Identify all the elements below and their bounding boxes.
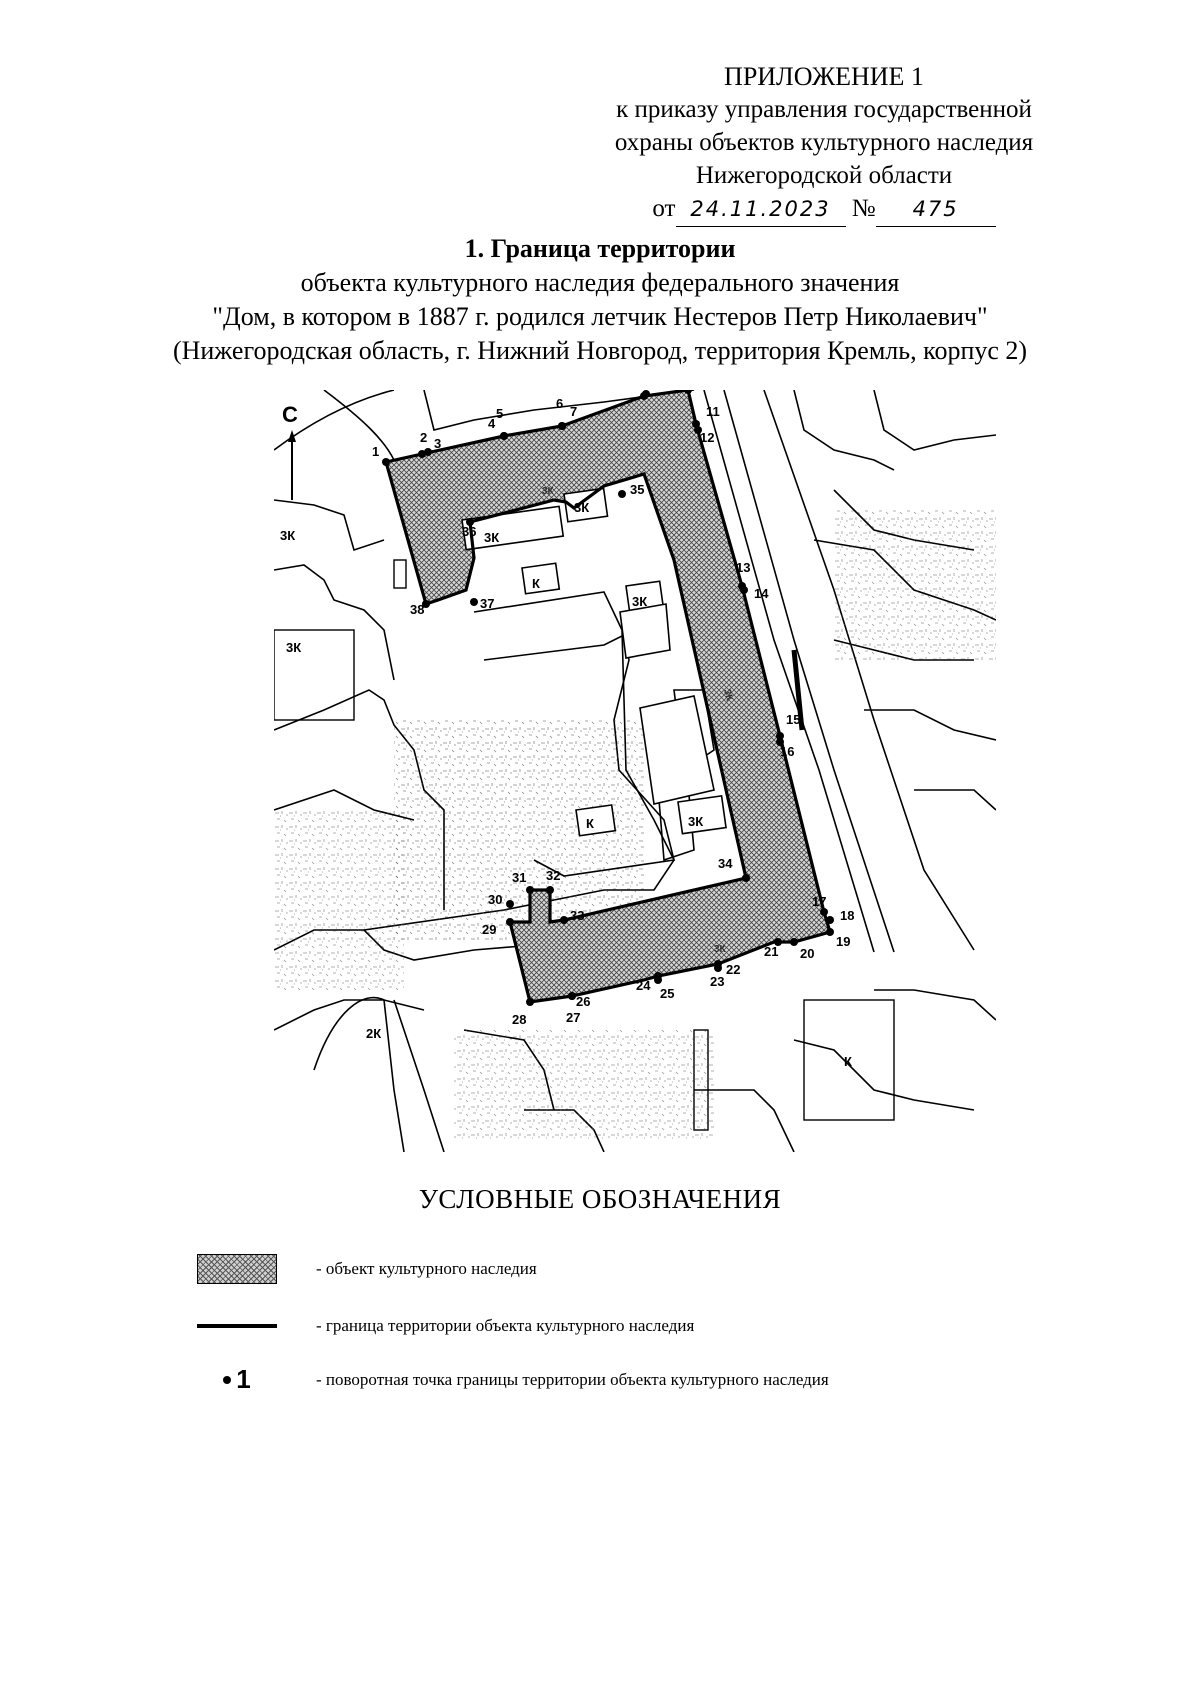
label-36-zk: 3К [484, 530, 500, 545]
label-hatch-s: 3К [714, 944, 726, 955]
turning-point-23 [714, 964, 722, 972]
legend-text-2: - граница территории объекта культурного наследия [316, 1316, 695, 1335]
turning-point-label-7: 7 [570, 404, 578, 419]
turning-point-label-11: 11 [706, 404, 720, 419]
turning-point-label-28: 28 [512, 1012, 527, 1027]
turning-point-label-6: 6 [556, 396, 564, 411]
turning-point-35 [618, 490, 626, 498]
turning-point-label-33: 33 [570, 908, 585, 923]
dense-area-east [834, 510, 996, 660]
appendix-line-2: охраны объектов культурного наследия [614, 129, 1034, 156]
legend-text-1: - объект культурного наследия [316, 1259, 537, 1278]
label-zk-ne: 3К [574, 500, 590, 515]
document-heading [0, 232, 1200, 368]
label-zk-mid: 3К [632, 594, 648, 609]
turning-point-label-27: 27 [566, 1010, 581, 1025]
turning-point-37 [470, 598, 478, 606]
turning-point-label-23: 23 [710, 974, 725, 989]
turning-point-label-29: 29 [482, 922, 497, 937]
turning-point-label-25: 25 [660, 986, 675, 1001]
heading-line-1: объекта культурного наследия федерального значения [300, 268, 900, 297]
turning-point-32 [546, 886, 554, 894]
turning-point-label-35: 35 [630, 482, 645, 497]
legend-item-boundary [196, 1316, 694, 1336]
label-hatch-e: 3К [721, 688, 735, 703]
dense-area-west [274, 810, 404, 990]
order-number: 475 [876, 193, 996, 227]
turning-point-label-24: 24 [636, 978, 651, 993]
label-zk-west-2: 3К [286, 640, 302, 655]
label-k-1: К [532, 576, 540, 591]
turning-point-label-5: 5 [496, 406, 504, 421]
heading-line-2: "Дом, в котором в 1887 г. родился летчик Нестеров Петр Николаевич" [212, 302, 988, 331]
label-k-2: К [586, 816, 594, 831]
turning-point-label-18: 18 [840, 908, 855, 923]
turning-point-label-30: 30 [488, 892, 503, 907]
turning-point-label-1: 1 [372, 444, 380, 459]
legend-item-heritage-object [196, 1254, 537, 1284]
turning-point-label-37: 37 [480, 596, 495, 611]
turning-point-19 [826, 928, 834, 936]
building-k-2 [576, 805, 615, 836]
order-date: 24.11.2023 [676, 193, 846, 227]
turning-point-9 [642, 390, 650, 398]
turning-point-5 [500, 432, 508, 440]
turning-point-25 [654, 976, 662, 984]
number-prefix: № [851, 195, 876, 222]
legend-title: УСЛОВНЫЕ ОБОЗНАЧЕНИЯ [418, 1184, 782, 1214]
turning-point-28 [526, 998, 534, 1006]
turning-point-label-17: 17 [812, 894, 827, 909]
turning-point-17 [820, 908, 828, 916]
turning-point-1 [382, 458, 390, 466]
appendix-line-1: к приказу управления государственной [616, 96, 1032, 123]
turning-point-symbol [223, 1364, 250, 1395]
label-k-3: К [844, 1054, 852, 1069]
site-plan-map [274, 390, 996, 1152]
legend-text-3: - поворотная точка границы территории объекта культурного наследия [316, 1369, 829, 1389]
turning-point-29 [506, 918, 514, 926]
turning-point-label-13: 13 [736, 560, 751, 575]
turning-point-label-36: 36 [462, 524, 477, 539]
boundary-line-symbol [197, 1324, 277, 1328]
map-svg [274, 390, 996, 1152]
turning-point-label-16: 16 [780, 744, 795, 759]
turning-point-label-3: 3 [434, 436, 442, 451]
appendix-title: ПРИЛОЖЕНИЕ 1 [724, 62, 924, 91]
turning-point-20 [790, 938, 798, 946]
turning-point-31 [526, 886, 534, 894]
turning-point-label-31: 31 [512, 870, 527, 885]
turning-point-label-15: 15 [786, 712, 801, 727]
turning-point-label-4: 4 [488, 416, 496, 431]
turning-point-33 [560, 916, 568, 924]
date-prefix: от [652, 195, 676, 222]
turning-point-label-32: 32 [546, 868, 561, 883]
turning-point-label-34: 34 [718, 856, 733, 871]
north-label: С [282, 402, 298, 427]
label-zk-east: 3К [688, 814, 704, 829]
turning-point-14 [740, 586, 748, 594]
building-k-1 [522, 563, 559, 593]
turning-point-label-21: 21 [764, 944, 779, 959]
heading-line-3: (Нижегородская область, г. Нижний Новгород, территория Кремль, корпус 2) [172, 336, 1028, 365]
turning-point-label-22: 22 [726, 962, 741, 977]
dense-area-south [454, 1030, 714, 1140]
building-inner-1 [620, 604, 670, 658]
turning-point-symbol-label: 1 [236, 1364, 251, 1394]
turning-point-7 [558, 422, 566, 430]
legend-item-turning-point [196, 1364, 829, 1395]
turning-point-label-14: 14 [754, 586, 769, 601]
order-line [544, 192, 1104, 227]
turning-point-label-38: 38 [410, 602, 425, 617]
turning-point-label-26: 26 [576, 994, 591, 1009]
turning-point-label-19: 19 [836, 934, 851, 949]
turning-point-label-12: 12 [700, 430, 715, 445]
appendix-block [544, 60, 1104, 227]
turning-point-label-20: 20 [800, 946, 815, 961]
hatch-swatch [197, 1254, 277, 1284]
label-zk-west-1: 3К [280, 528, 296, 543]
turning-point-3 [424, 448, 432, 456]
turning-point-34 [742, 874, 750, 882]
label-2k: 2К [366, 1026, 382, 1041]
turning-point-18 [826, 916, 834, 924]
label-hatch-n: 3К [542, 486, 554, 497]
turning-point-label-2: 2 [420, 430, 428, 445]
appendix-line-3: Нижегородской области [695, 162, 953, 189]
turning-point-30 [506, 900, 514, 908]
turning-point-27 [568, 992, 576, 1000]
heading-title: 1. Граница территории [464, 234, 736, 263]
